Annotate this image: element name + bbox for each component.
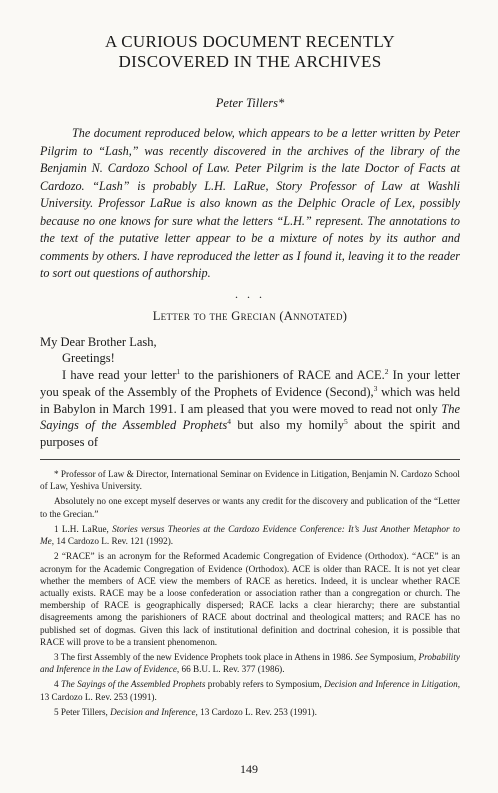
footnote-ref-3: 3: [373, 383, 378, 393]
footnotes: [40, 468, 460, 718]
fn-text: 3 The first Assembly of the new Evidence Prophets took place in Athens in 1986.: [54, 651, 355, 662]
greeting: Greetings!: [62, 351, 115, 366]
fn-text: , 13 Cardozo L. Rev. 253 (1991).: [40, 679, 460, 702]
footnote-2: 2 “RACE” is an acronym for the Reformed Academic Congregation of Evidence (Orthodox). “ACE” is an acronym for the Academic Congregation of Evidence (Orthodox). ACE is older than RACE. It is not yet clear whether the members of ACE view the members of RACE as heretics. Indeed, it is unclear whether RACE actually exists. RACE may be a loose confederation or association rather than a congregation or church. The membership of RACE is geographically dispersed; RACE lacks a clear hierarchy; there are substantial disagreements among the parishioners of RACE about doctrinal and theological matters; and RACE has no published set of dogmas. Given this lack of institutional definition and doctrinal cohesion, it is possible that RACE will prove to be a transient phenomenon.: [40, 551, 460, 647]
fn-text: probably refers to Symposium,: [205, 679, 325, 690]
page-number: 149: [240, 762, 258, 776]
author-line: Peter Tillers*: [215, 96, 285, 110]
body-italic-title: The Sayings of the Assembled Prophets: [40, 401, 460, 433]
article-title: [40, 32, 460, 72]
footnote-5: [40, 706, 460, 718]
body-text-segment: about the spirit and purposes of: [40, 418, 460, 450]
fn-text: 4: [54, 679, 61, 690]
fn-italic: Decision and Inference: [110, 706, 196, 717]
footnote-3: [40, 651, 460, 675]
fn-text: 5 Peter Tillers,: [54, 706, 111, 717]
intro-paragraph: The document reproduced below, which appears to be a letter written by Peter Pilgrim to “Lash,” was recently discovered in the archives of the library of the Benjamin N. Cardozo School of Law. Peter Pilgrim is the late Doctor of Facts at Cardozo. “Lash” is probably L.H. LaRue, Story Professor of Law at Washli University. Professor LaRue is also known as the Delphic Oracle of Lex, possibly because no one knows for sure what the letters “L.H.” represent. The annotations to the text of the putative letter appear to be a mixture of notes by its author and comments by others. I have reproduced the letter as I found it, leaving it to the reader to sort out questions of authorship.: [40, 126, 460, 280]
body-text-segment: I have read your letter: [62, 368, 177, 383]
fn-text: , 13 Cardozo L. Rev. 253 (1991).: [195, 706, 317, 717]
footnote-1: [40, 523, 460, 547]
body-text-segment: which was held in Babylon in March 1991. I am pleased that you were moved to read not only: [40, 384, 460, 416]
fn-italic: See: [354, 651, 368, 662]
title-line-2: DISCOVERED IN THE ARCHIVES: [118, 52, 382, 71]
body-text-segment: In your letter you speak of the Assembly of the Prophets of Evidence (Second),: [40, 368, 460, 399]
fn-italic: The Sayings of the Assembled Prophets: [60, 679, 206, 690]
letter-heading: Letter to the Grecian (Annotated): [152, 308, 348, 323]
body-text-segment: but also my homily: [231, 418, 344, 433]
section-separator: . . .: [235, 286, 265, 301]
fn-text: Symposium,: [367, 651, 419, 662]
salutation: My Dear Brother Lash,: [40, 334, 157, 349]
fn-text: , 66 B.U. L. Rev. 377 (1986).: [176, 664, 285, 675]
footnote-divider: [40, 459, 460, 460]
footnote-ref-2: 2: [384, 366, 389, 376]
fn-italic: Stories versus Theories at the Cardozo Evidence Conference: It’s Just Another Metaphor to Me: [40, 523, 460, 547]
footnote-4: [40, 678, 460, 702]
title-line-1: A CURIOUS DOCUMENT RECENTLY: [105, 32, 395, 51]
fn-text: , 14 Cardozo L. Rev. 121 (1992).: [51, 536, 174, 547]
footnote-ref-4: 4: [227, 417, 232, 427]
letter-body-paragraph: [40, 367, 460, 451]
fn-text: 1 L.H. LaRue,: [54, 523, 113, 534]
fn-italic: Decision and Inference in Litigation: [324, 679, 458, 690]
footnote-ref-5: 5: [343, 417, 348, 427]
body-text-segment: to the parishioners of RACE and ACE.: [180, 368, 385, 383]
fn-italic: Probability and Inference in the Law of Evidence: [40, 651, 460, 675]
footnote-star-cont: Absolutely no one except myself deserves or wants any credit for the discovery and publication of the “Letter to the Grecian.”: [40, 496, 460, 519]
footnote-ref-1: 1: [176, 366, 181, 376]
footnote-star: * Professor of Law & Director, International Seminar on Evidence in Litigation, Benjamin N. Cardozo School of Law, Yeshiva University.: [40, 469, 460, 492]
